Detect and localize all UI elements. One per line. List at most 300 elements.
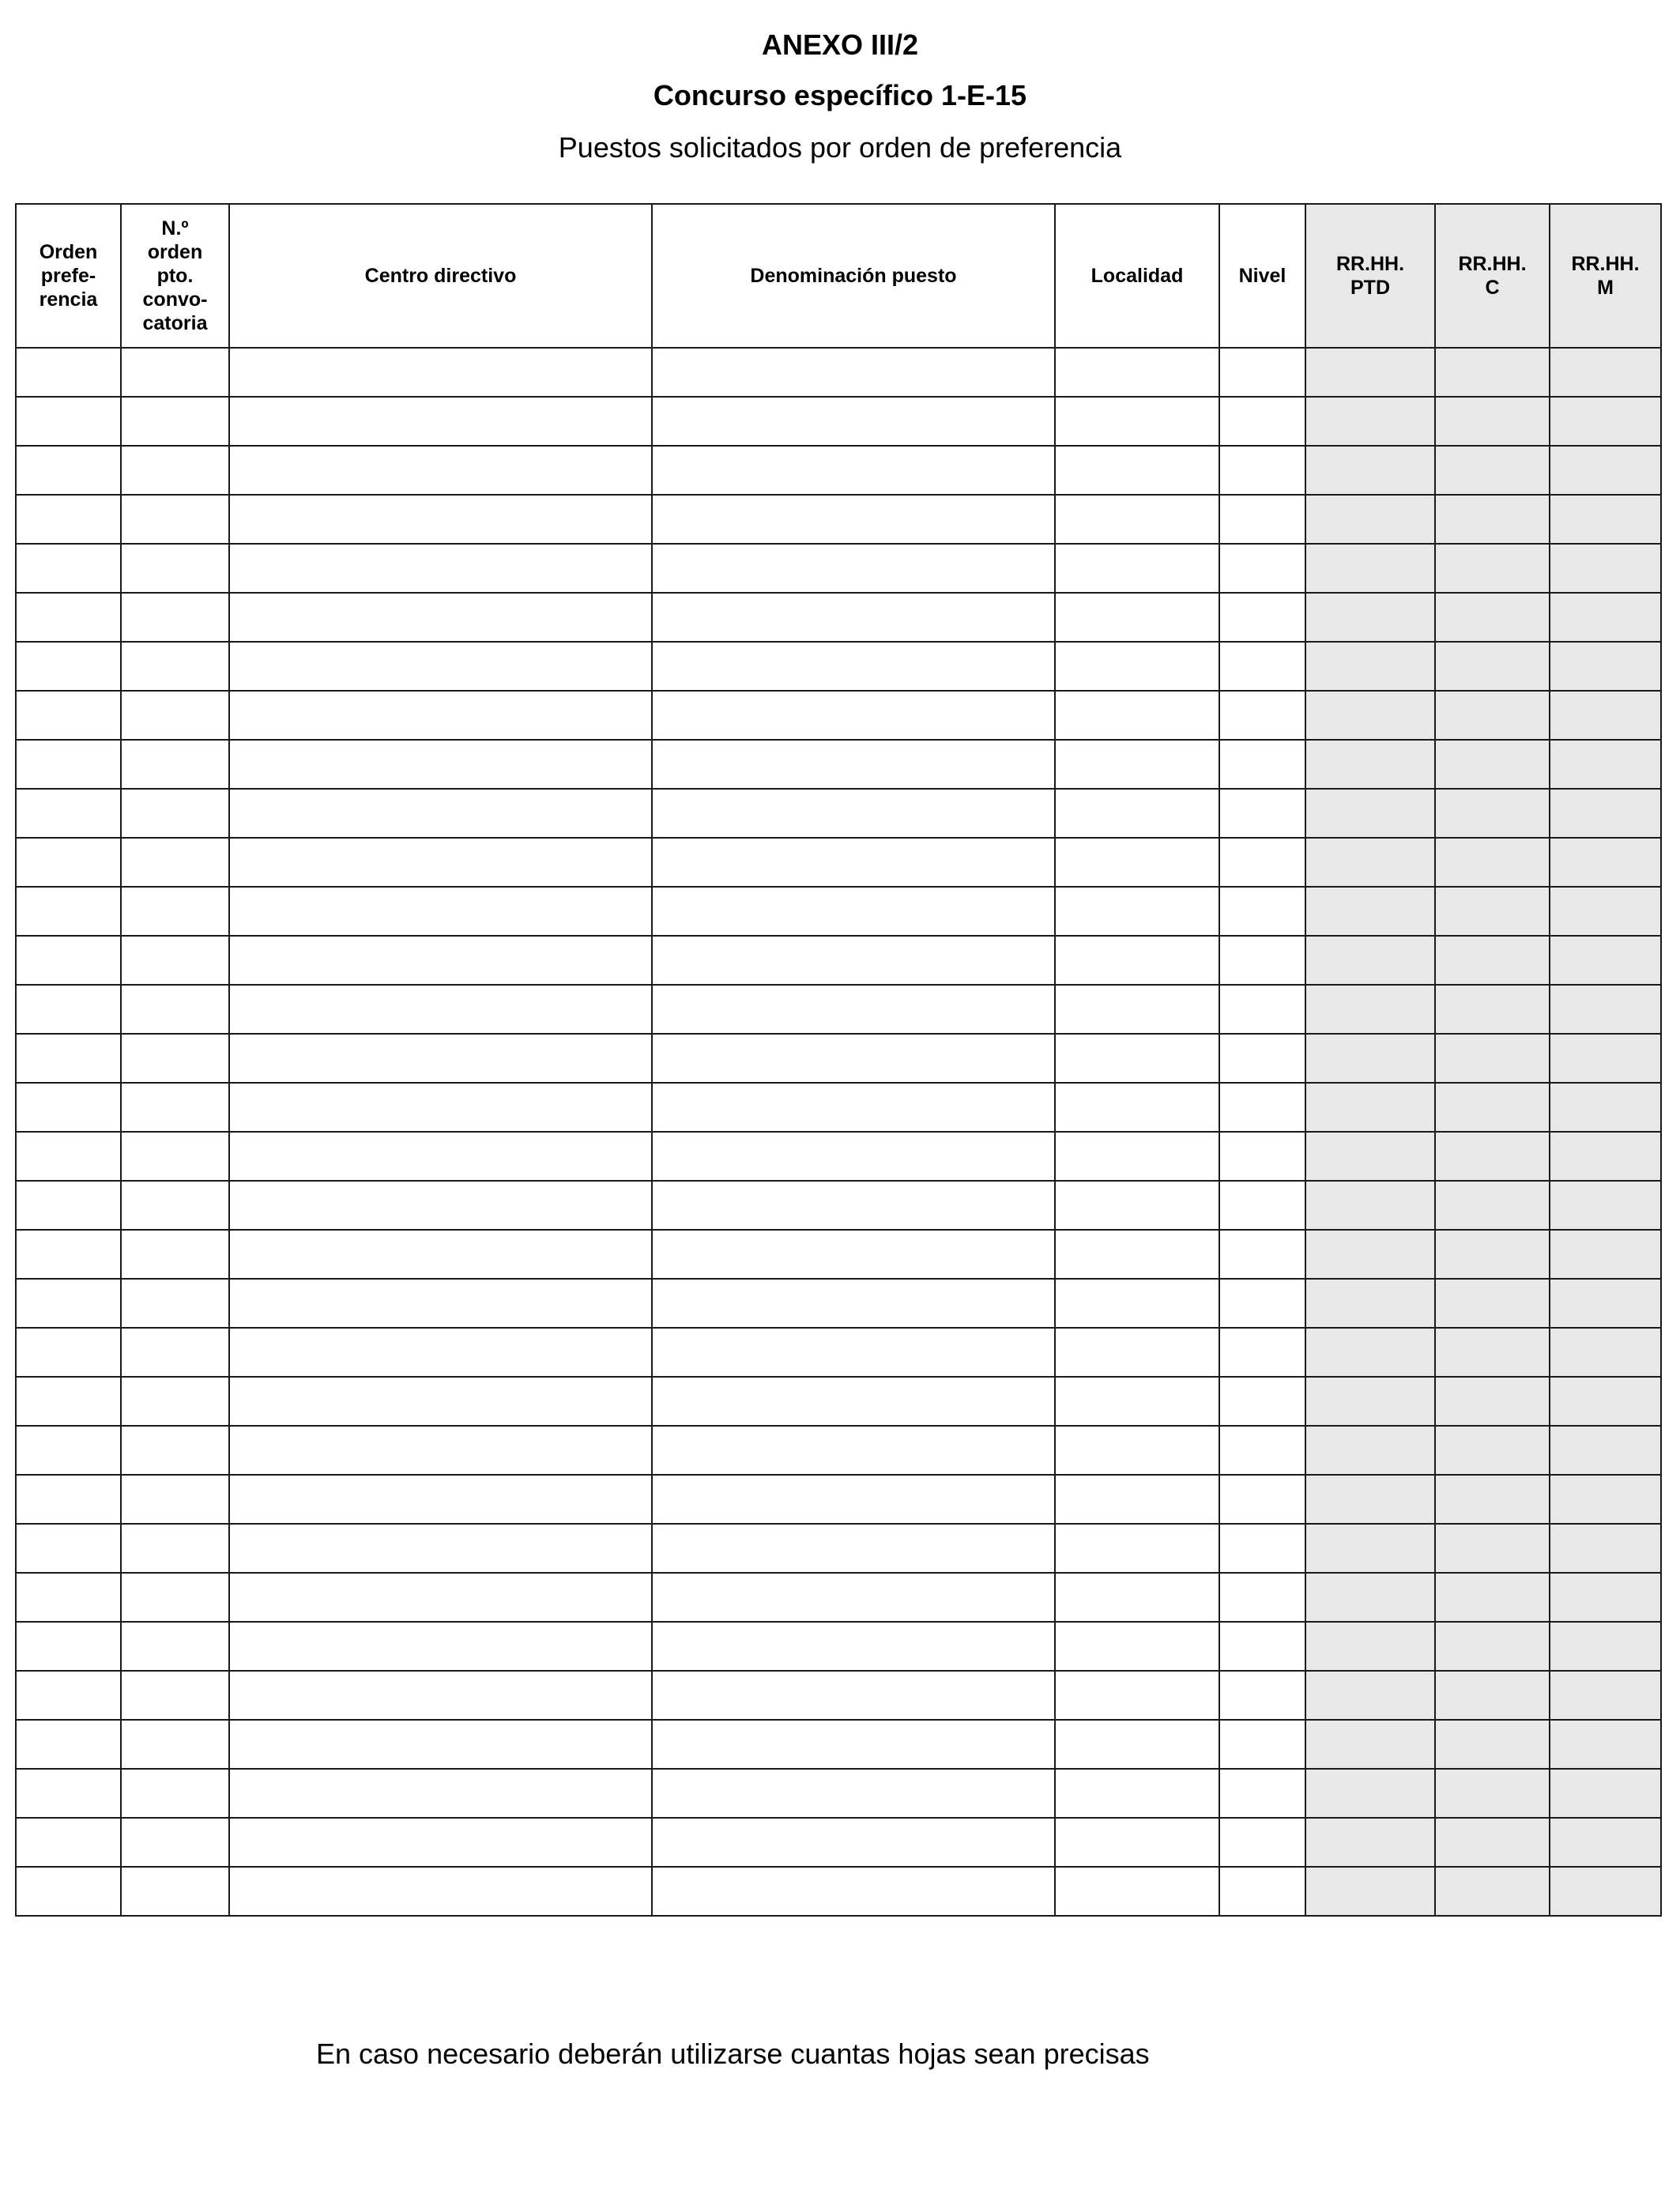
cell-c[interactable] (1435, 1769, 1550, 1818)
cell-num[interactable] (121, 1818, 229, 1867)
cell-m[interactable] (1550, 1671, 1661, 1720)
cell-c[interactable] (1435, 789, 1550, 838)
cell-orden[interactable] (16, 691, 121, 740)
cell-num[interactable] (121, 593, 229, 642)
cell-m[interactable] (1550, 495, 1661, 544)
cell-ptd[interactable] (1305, 1132, 1435, 1181)
cell-denominacion[interactable] (652, 936, 1055, 985)
cell-num[interactable] (121, 1181, 229, 1230)
cell-ptd[interactable] (1305, 495, 1435, 544)
cell-num[interactable] (121, 789, 229, 838)
cell-num[interactable] (121, 838, 229, 887)
cell-m[interactable] (1550, 1769, 1661, 1818)
cell-orden[interactable] (16, 1524, 121, 1573)
header-denominacion-puesto: Denominación puesto (652, 204, 1055, 348)
cell-nivel[interactable] (1219, 1818, 1305, 1867)
cell-c[interactable] (1435, 1230, 1550, 1279)
cell-localidad[interactable] (1055, 397, 1219, 446)
cell-ptd[interactable] (1305, 1622, 1435, 1671)
cell-orden[interactable] (16, 1230, 121, 1279)
cell-nivel[interactable] (1219, 1720, 1305, 1769)
cell-num[interactable] (121, 1622, 229, 1671)
cell-num[interactable] (121, 1720, 229, 1769)
cell-centro[interactable] (229, 1475, 652, 1524)
cell-ptd[interactable] (1305, 593, 1435, 642)
cell-ptd[interactable] (1305, 1720, 1435, 1769)
cell-denominacion[interactable] (652, 1671, 1055, 1720)
cell-c[interactable] (1435, 740, 1550, 789)
cell-localidad[interactable] (1055, 1720, 1219, 1769)
cell-c[interactable] (1435, 1475, 1550, 1524)
table-body (16, 348, 1661, 1916)
cell-num[interactable] (121, 348, 229, 397)
cell-localidad[interactable] (1055, 1818, 1219, 1867)
cell-nivel[interactable] (1219, 397, 1305, 446)
cell-ptd[interactable] (1305, 838, 1435, 887)
cell-orden[interactable] (16, 446, 121, 495)
cell-nivel[interactable] (1219, 495, 1305, 544)
cell-denominacion[interactable] (652, 1328, 1055, 1377)
cell-nivel[interactable] (1219, 1426, 1305, 1475)
cell-nivel[interactable] (1219, 1083, 1305, 1132)
cell-nivel[interactable] (1219, 446, 1305, 495)
cell-ptd[interactable] (1305, 1475, 1435, 1524)
table-row (16, 838, 1661, 887)
cell-nivel[interactable] (1219, 887, 1305, 936)
cell-nivel[interactable] (1219, 1573, 1305, 1622)
cell-num[interactable] (121, 740, 229, 789)
cell-ptd[interactable] (1305, 1181, 1435, 1230)
cell-centro[interactable] (229, 1377, 652, 1426)
cell-c[interactable] (1435, 1034, 1550, 1083)
cell-ptd[interactable] (1305, 446, 1435, 495)
cell-orden[interactable] (16, 593, 121, 642)
cell-localidad[interactable] (1055, 593, 1219, 642)
cell-num[interactable] (121, 1083, 229, 1132)
cell-num[interactable] (121, 1132, 229, 1181)
cell-nivel[interactable] (1219, 789, 1305, 838)
cell-nivel[interactable] (1219, 1867, 1305, 1916)
cell-orden[interactable] (16, 1475, 121, 1524)
cell-m[interactable] (1550, 446, 1661, 495)
cell-localidad[interactable] (1055, 1230, 1219, 1279)
cell-orden[interactable] (16, 1622, 121, 1671)
cell-num[interactable] (121, 1230, 229, 1279)
cell-ptd[interactable] (1305, 348, 1435, 397)
cell-localidad[interactable] (1055, 348, 1219, 397)
cell-centro[interactable] (229, 1181, 652, 1230)
cell-centro[interactable] (229, 1426, 652, 1475)
cell-nivel[interactable] (1219, 1181, 1305, 1230)
cell-nivel[interactable] (1219, 544, 1305, 593)
cell-denominacion[interactable] (652, 691, 1055, 740)
cell-denominacion[interactable] (652, 1475, 1055, 1524)
cell-nivel[interactable] (1219, 985, 1305, 1034)
cell-localidad[interactable] (1055, 1769, 1219, 1818)
cell-num[interactable] (121, 985, 229, 1034)
cell-localidad[interactable] (1055, 544, 1219, 593)
cell-centro[interactable] (229, 1622, 652, 1671)
cell-m[interactable] (1550, 789, 1661, 838)
cell-denominacion[interactable] (652, 740, 1055, 789)
cell-orden[interactable] (16, 348, 121, 397)
cell-orden[interactable] (16, 397, 121, 446)
cell-orden[interactable] (16, 1426, 121, 1475)
cell-orden[interactable] (16, 1181, 121, 1230)
cell-denominacion[interactable] (652, 495, 1055, 544)
cell-nivel[interactable] (1219, 1671, 1305, 1720)
cell-m[interactable] (1550, 544, 1661, 593)
cell-ptd[interactable] (1305, 1279, 1435, 1328)
cell-nivel[interactable] (1219, 1279, 1305, 1328)
table-row (16, 1769, 1661, 1818)
cell-ptd[interactable] (1305, 936, 1435, 985)
cell-m[interactable] (1550, 887, 1661, 936)
cell-nivel[interactable] (1219, 936, 1305, 985)
cell-ptd[interactable] (1305, 740, 1435, 789)
cell-centro[interactable] (229, 495, 652, 544)
cell-denominacion[interactable] (652, 1279, 1055, 1328)
cell-localidad[interactable] (1055, 740, 1219, 789)
cell-centro[interactable] (229, 985, 652, 1034)
cell-num[interactable] (121, 936, 229, 985)
cell-orden[interactable] (16, 838, 121, 887)
cell-nivel[interactable] (1219, 593, 1305, 642)
cell-localidad[interactable] (1055, 642, 1219, 691)
cell-num[interactable] (121, 1279, 229, 1328)
cell-denominacion[interactable] (652, 985, 1055, 1034)
cell-centro[interactable] (229, 1769, 652, 1818)
cell-localidad[interactable] (1055, 1671, 1219, 1720)
cell-orden[interactable] (16, 887, 121, 936)
cell-orden[interactable] (16, 1034, 121, 1083)
cell-localidad[interactable] (1055, 446, 1219, 495)
cell-m[interactable] (1550, 348, 1661, 397)
table-row (16, 1377, 1661, 1426)
cell-localidad[interactable] (1055, 1181, 1219, 1230)
cell-c[interactable] (1435, 1426, 1550, 1475)
header-rrhh-ptd: RR.HH. PTD (1305, 204, 1435, 348)
cell-denominacion[interactable] (652, 1426, 1055, 1475)
cell-m[interactable] (1550, 1132, 1661, 1181)
cell-c[interactable] (1435, 1573, 1550, 1622)
cell-num[interactable] (121, 1524, 229, 1573)
cell-denominacion[interactable] (652, 446, 1055, 495)
cell-centro[interactable] (229, 1230, 652, 1279)
cell-localidad[interactable] (1055, 1524, 1219, 1573)
cell-m[interactable] (1550, 1377, 1661, 1426)
cell-denominacion[interactable] (652, 1083, 1055, 1132)
cell-num[interactable] (121, 1769, 229, 1818)
cell-orden[interactable] (16, 642, 121, 691)
table-row (16, 446, 1661, 495)
cell-nivel[interactable] (1219, 1475, 1305, 1524)
table-row (16, 642, 1661, 691)
cell-centro[interactable] (229, 1818, 652, 1867)
cell-orden[interactable] (16, 1720, 121, 1769)
cell-c[interactable] (1435, 495, 1550, 544)
cell-num[interactable] (121, 544, 229, 593)
cell-denominacion[interactable] (652, 1622, 1055, 1671)
cell-nivel[interactable] (1219, 1377, 1305, 1426)
cell-num[interactable] (121, 1573, 229, 1622)
cell-localidad[interactable] (1055, 691, 1219, 740)
cell-c[interactable] (1435, 1720, 1550, 1769)
cell-c[interactable] (1435, 1524, 1550, 1573)
cell-centro[interactable] (229, 348, 652, 397)
cell-nivel[interactable] (1219, 691, 1305, 740)
cell-denominacion[interactable] (652, 838, 1055, 887)
cell-c[interactable] (1435, 593, 1550, 642)
cell-orden[interactable] (16, 1867, 121, 1916)
cell-ptd[interactable] (1305, 1671, 1435, 1720)
cell-m[interactable] (1550, 1426, 1661, 1475)
cell-localidad[interactable] (1055, 1328, 1219, 1377)
cell-centro[interactable] (229, 1132, 652, 1181)
cell-centro[interactable] (229, 397, 652, 446)
cell-m[interactable] (1550, 1622, 1661, 1671)
cell-m[interactable] (1550, 936, 1661, 985)
cell-localidad[interactable] (1055, 985, 1219, 1034)
cell-ptd[interactable] (1305, 1377, 1435, 1426)
cell-c[interactable] (1435, 1377, 1550, 1426)
cell-c[interactable] (1435, 1818, 1550, 1867)
cell-ptd[interactable] (1305, 691, 1435, 740)
cell-centro[interactable] (229, 1867, 652, 1916)
cell-centro[interactable] (229, 887, 652, 936)
cell-denominacion[interactable] (652, 1034, 1055, 1083)
cell-orden[interactable] (16, 495, 121, 544)
cell-ptd[interactable] (1305, 544, 1435, 593)
contest-subtitle: Concurso específico 1-E-15 (653, 79, 1027, 111)
cell-orden[interactable] (16, 1083, 121, 1132)
cell-ptd[interactable] (1305, 985, 1435, 1034)
table-row (16, 985, 1661, 1034)
cell-num[interactable] (121, 446, 229, 495)
cell-orden[interactable] (16, 1769, 121, 1818)
cell-nivel[interactable] (1219, 838, 1305, 887)
cell-c[interactable] (1435, 1671, 1550, 1720)
cell-ptd[interactable] (1305, 1867, 1435, 1916)
cell-nivel[interactable] (1219, 1034, 1305, 1083)
cell-m[interactable] (1550, 1279, 1661, 1328)
cell-nivel[interactable] (1219, 642, 1305, 691)
cell-c[interactable] (1435, 1622, 1550, 1671)
cell-c[interactable] (1435, 1083, 1550, 1132)
cell-denominacion[interactable] (652, 1818, 1055, 1867)
cell-denominacion[interactable] (652, 887, 1055, 936)
cell-c[interactable] (1435, 691, 1550, 740)
cell-m[interactable] (1550, 1818, 1661, 1867)
cell-ptd[interactable] (1305, 1230, 1435, 1279)
cell-m[interactable] (1550, 838, 1661, 887)
cell-centro[interactable] (229, 1671, 652, 1720)
cell-ptd[interactable] (1305, 789, 1435, 838)
cell-centro[interactable] (229, 1328, 652, 1377)
cell-nivel[interactable] (1219, 1132, 1305, 1181)
cell-centro[interactable] (229, 740, 652, 789)
cell-localidad[interactable] (1055, 1573, 1219, 1622)
cell-localidad[interactable] (1055, 1426, 1219, 1475)
cell-localidad[interactable] (1055, 1083, 1219, 1132)
cell-orden[interactable] (16, 1279, 121, 1328)
cell-orden[interactable] (16, 544, 121, 593)
cell-orden[interactable] (16, 1818, 121, 1867)
cell-ptd[interactable] (1305, 1328, 1435, 1377)
cell-m[interactable] (1550, 1328, 1661, 1377)
cell-orden[interactable] (16, 936, 121, 985)
cell-denominacion[interactable] (652, 789, 1055, 838)
cell-m[interactable] (1550, 985, 1661, 1034)
cell-denominacion[interactable] (652, 1769, 1055, 1818)
cell-ptd[interactable] (1305, 642, 1435, 691)
cell-orden[interactable] (16, 1377, 121, 1426)
cell-m[interactable] (1550, 1720, 1661, 1769)
cell-c[interactable] (1435, 446, 1550, 495)
cell-denominacion[interactable] (652, 1720, 1055, 1769)
cell-m[interactable] (1550, 593, 1661, 642)
cell-ptd[interactable] (1305, 887, 1435, 936)
cell-centro[interactable] (229, 593, 652, 642)
cell-localidad[interactable] (1055, 1034, 1219, 1083)
cell-c[interactable] (1435, 397, 1550, 446)
cell-localidad[interactable] (1055, 495, 1219, 544)
cell-c[interactable] (1435, 544, 1550, 593)
cell-denominacion[interactable] (652, 1573, 1055, 1622)
cell-denominacion[interactable] (652, 642, 1055, 691)
cell-num[interactable] (121, 1377, 229, 1426)
cell-centro[interactable] (229, 1034, 652, 1083)
cell-ptd[interactable] (1305, 1426, 1435, 1475)
cell-c[interactable] (1435, 1279, 1550, 1328)
cell-centro[interactable] (229, 642, 652, 691)
cell-m[interactable] (1550, 1475, 1661, 1524)
cell-centro[interactable] (229, 446, 652, 495)
cell-localidad[interactable] (1055, 1475, 1219, 1524)
cell-orden[interactable] (16, 740, 121, 789)
cell-denominacion[interactable] (652, 1181, 1055, 1230)
cell-nivel[interactable] (1219, 1328, 1305, 1377)
cell-centro[interactable] (229, 691, 652, 740)
cell-ptd[interactable] (1305, 1524, 1435, 1573)
cell-c[interactable] (1435, 1328, 1550, 1377)
cell-orden[interactable] (16, 1132, 121, 1181)
cell-m[interactable] (1550, 691, 1661, 740)
cell-denominacion[interactable] (652, 593, 1055, 642)
cell-num[interactable] (121, 1671, 229, 1720)
cell-ptd[interactable] (1305, 1818, 1435, 1867)
cell-c[interactable] (1435, 936, 1550, 985)
cell-centro[interactable] (229, 1083, 652, 1132)
cell-ptd[interactable] (1305, 1034, 1435, 1083)
cell-num[interactable] (121, 887, 229, 936)
cell-centro[interactable] (229, 544, 652, 593)
cell-m[interactable] (1550, 740, 1661, 789)
cell-num[interactable] (121, 1328, 229, 1377)
cell-orden[interactable] (16, 1328, 121, 1377)
cell-ptd[interactable] (1305, 1573, 1435, 1622)
cell-c[interactable] (1435, 887, 1550, 936)
cell-centro[interactable] (229, 1573, 652, 1622)
cell-m[interactable] (1550, 397, 1661, 446)
cell-orden[interactable] (16, 985, 121, 1034)
cell-denominacion[interactable] (652, 1524, 1055, 1573)
cell-m[interactable] (1550, 1867, 1661, 1916)
cell-orden[interactable] (16, 789, 121, 838)
table-row (16, 1524, 1661, 1573)
cell-orden[interactable] (16, 1573, 121, 1622)
cell-num[interactable] (121, 397, 229, 446)
cell-centro[interactable] (229, 1720, 652, 1769)
cell-num[interactable] (121, 1867, 229, 1916)
cell-nivel[interactable] (1219, 1524, 1305, 1573)
cell-centro[interactable] (229, 1524, 652, 1573)
cell-num[interactable] (121, 1475, 229, 1524)
cell-c[interactable] (1435, 642, 1550, 691)
cell-c[interactable] (1435, 348, 1550, 397)
cell-c[interactable] (1435, 1181, 1550, 1230)
cell-centro[interactable] (229, 789, 652, 838)
cell-ptd[interactable] (1305, 1769, 1435, 1818)
cell-denominacion[interactable] (652, 348, 1055, 397)
cell-num[interactable] (121, 1034, 229, 1083)
cell-m[interactable] (1550, 1181, 1661, 1230)
cell-denominacion[interactable] (652, 1230, 1055, 1279)
cell-denominacion[interactable] (652, 397, 1055, 446)
cell-m[interactable] (1550, 642, 1661, 691)
cell-centro[interactable] (229, 1279, 652, 1328)
cell-num[interactable] (121, 691, 229, 740)
cell-c[interactable] (1435, 1132, 1550, 1181)
cell-m[interactable] (1550, 1524, 1661, 1573)
cell-nivel[interactable] (1219, 1230, 1305, 1279)
cell-denominacion[interactable] (652, 1377, 1055, 1426)
cell-c[interactable] (1435, 838, 1550, 887)
cell-m[interactable] (1550, 1034, 1661, 1083)
cell-m[interactable] (1550, 1083, 1661, 1132)
cell-nivel[interactable] (1219, 1622, 1305, 1671)
cell-m[interactable] (1550, 1573, 1661, 1622)
cell-localidad[interactable] (1055, 1279, 1219, 1328)
cell-num[interactable] (121, 642, 229, 691)
cell-localidad[interactable] (1055, 838, 1219, 887)
cell-c[interactable] (1435, 985, 1550, 1034)
cell-denominacion[interactable] (652, 1132, 1055, 1181)
cell-localidad[interactable] (1055, 936, 1219, 985)
cell-nivel[interactable] (1219, 1769, 1305, 1818)
cell-nivel[interactable] (1219, 740, 1305, 789)
cell-nivel[interactable] (1219, 348, 1305, 397)
cell-localidad[interactable] (1055, 1132, 1219, 1181)
cell-localidad[interactable] (1055, 887, 1219, 936)
cell-num[interactable] (121, 1426, 229, 1475)
cell-denominacion[interactable] (652, 1867, 1055, 1916)
cell-ptd[interactable] (1305, 1083, 1435, 1132)
cell-centro[interactable] (229, 936, 652, 985)
cell-centro[interactable] (229, 838, 652, 887)
cell-c[interactable] (1435, 1867, 1550, 1916)
cell-ptd[interactable] (1305, 397, 1435, 446)
cell-localidad[interactable] (1055, 1377, 1219, 1426)
cell-localidad[interactable] (1055, 1622, 1219, 1671)
cell-localidad[interactable] (1055, 789, 1219, 838)
cell-m[interactable] (1550, 1230, 1661, 1279)
cell-orden[interactable] (16, 1671, 121, 1720)
cell-num[interactable] (121, 495, 229, 544)
cell-denominacion[interactable] (652, 544, 1055, 593)
header-rrhh-m: RR.HH. M (1550, 204, 1661, 348)
cell-localidad[interactable] (1055, 1867, 1219, 1916)
